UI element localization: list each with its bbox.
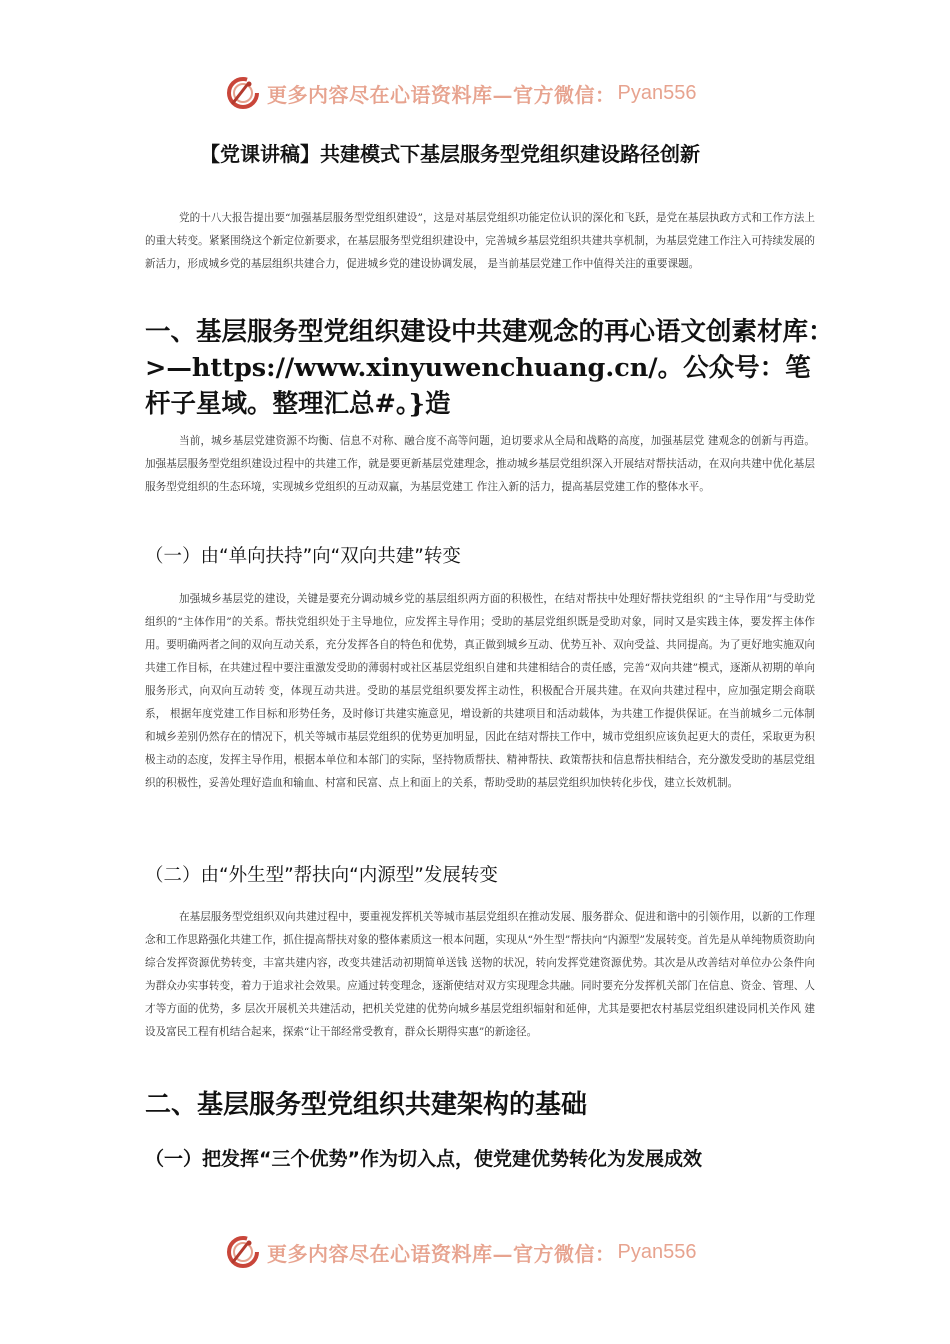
section-1-sub-1-paragraph: 加强城乡基层党的建设，关键是要充分调动城乡党的基层组织两方面的积极性，在结对帮扶中处理好帮扶党组织 的“主导作用”与受助党组织的“主体作用”的关系。帮扶党组织处于主导地位，应发挥主导作用；受助的基层党组织既是受助对象，同时又是实践主体，要发挥主体作用。要明确两者之间的双向互动关系，充分发挥各自的特色和优势，真正做到城乡互动、优势互补、双向受益、共同提高。为了更好地实施双向共建工作目标，在共建过程中要注重激发受助的薄弱村或社区基层党组织自建和共建相结合的责任感，完善“双向共建”模式，逐渐从初期的单向服务形式，向双向互动转 变，体现互动共进。受助的基层党组织要发挥主动性，积极配合开展共建。在双向共建过程中，应加强定期会商联系， 根据年度党建工作目标和形势任务，及时修订共建实施意见，增设新的共建项目和活动载体，为共建工作提供保证。在当前城乡二元体制和城乡差别仍然存在的情况下，机关等城市基层党组织的优势更加明显，因此在结对帮扶工作中，城市党组织应该负起更大的责任，采取更为积极主动的态度，发挥主导作用，根据本单位和本部门的实际，坚持物质帮扶、精神帮扶、政策帮扶和信息帮扶相结合，充分激发受助的基层党组织的积极性，妥善处理好造血和输血、村富和民富、点上和面上的关系，帮助受助的基层党组织加快转化步伐，建立长效机制。: [145, 593, 815, 789]
watermark-banner-top: [225, 75, 696, 111]
brush-logo-icon: [225, 1234, 261, 1270]
section-1-sub-2-heading: （二）由“外生型”帮扶向“内源型”发展转变: [145, 865, 498, 886]
section-2-sub-1-heading: （一）把发挥“三个优势”作为切入点，使党建优势转化为发展成效: [145, 1148, 702, 1170]
section-1-sub-1-heading: （一）由“单向扶持”向“双向共建”转变: [145, 546, 461, 567]
section-1-sub-2-paragraph: 在基层服务型党组织双向共建过程中，要重视发挥机关等城市基层党组织在推动发展、服务群众、促进和谐中的引领作用，以新的工作理念和工作思路强化共建工作，抓住提高帮扶对象的整体素质这一根本问题，实现从“外生型”帮扶向“内源型”发展转变。首先是从单纯物质资助向综合发挥资源优势转变，丰富共建内容，改变共建活动初期简单送钱 送物的状况，转向发挥党建资源优势。其次是从改善结对单位办公条件向为群众办实事转变，着力于追求社会效果。应通过转变理念，逐渐使结对双方实现理念共融。同时要充分发挥机关部门在信息、资金、管理、人才等方面的优势，多 层次开展机关共建活动，把机关党建的优势向城乡基层党组织辐射和延伸，尤其是要把农村基层党组织建设同机关作风 建设及富民工程有机结合起来，探索“让干部经常受教育，群众长期得实惠”的新途径。: [145, 911, 815, 1038]
banner-wechat-id: Pyan556: [617, 81, 697, 104]
brush-logo-icon: [225, 75, 261, 111]
banner-text: 更多内容尽在心语资料库—官方微信：: [267, 82, 616, 107]
section-1-heading: 一、基层服务型党组织建设中共建观念的再心语文创素材库：>—https://www.xinyuwenchuang.cn/。公众号：笔杆子星域。整理汇总#。}造: [145, 317, 834, 419]
section-2-heading: 二、基层服务型党组织共建架构的基础: [145, 1090, 588, 1120]
watermark-banner-bottom: [225, 1234, 696, 1270]
banner-text: 更多内容尽在心语资料库—官方微信：: [267, 1241, 616, 1266]
document-title: 【党课讲稿】共建模式下基层服务型党组织建设路径创新: [200, 142, 700, 166]
banner-wechat-id: Pyan556: [617, 1240, 697, 1263]
section-1-paragraph: 当前，城乡基层党建资源不均衡、信息不对称、融合度不高等问题，迫切要求从全局和战略的高度，加强基层党 建观念的创新与再造。加强基层服务型党组织建设过程中的共建工作，就是要更新基层党建理念，推动城乡基层党组织深入开展结对帮扶活动，在双向共建中优化基层服务型党组织的生态环境，实现城乡党组织的互动双赢，为基层党建工 作注入新的活力，提高基层党建工作的整体水平。: [145, 435, 815, 493]
intro-paragraph: 党的十八大报告提出要“加强基层服务型党组织建设”，这是对基层党组织功能定位认识的深化和飞跃，是党在基层执政方式和工作方法上的重大转变。紧紧围绕这个新定位新要求，在基层服务型党组织建设中，完善城乡基层党组织共建共享机制，为基层党建工作注入可持续发展的新活力，形成城乡党的基层组织共建合力，促进城乡党的建设协调发展， 是当前基层党建工作中值得关注的重要课题。: [145, 212, 815, 270]
